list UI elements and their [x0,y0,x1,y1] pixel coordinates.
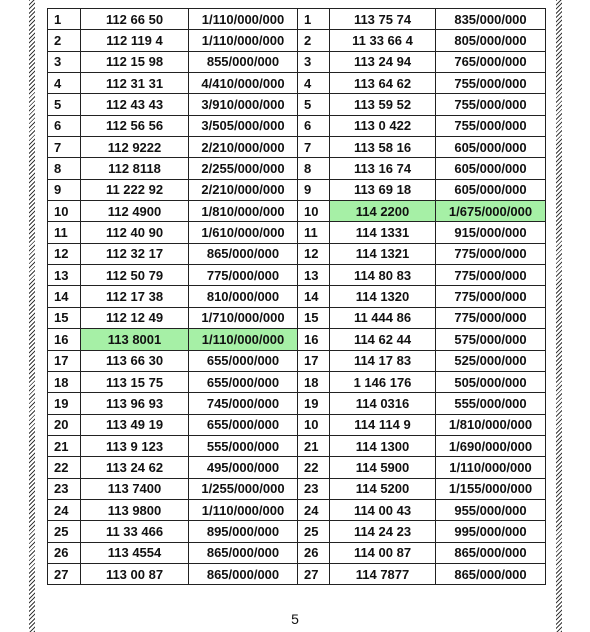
left-number-code: 113 49 19 [81,414,189,435]
table-row [48,243,546,264]
right-number-code: 11 33 66 4 [330,30,436,51]
right-number-code: 113 0 422 [330,115,436,136]
left-number-code: 11 33 466 [81,521,189,542]
table-row [48,265,546,286]
right-number-code: 114 1321 [330,243,436,264]
left-price: 655/000/000 [189,371,298,392]
left-row-number: 10 [48,201,81,222]
right-price: 1/690/000/000 [436,435,546,456]
left-number-code: 112 12 49 [81,307,189,328]
right-number-code: 114 7877 [330,563,436,584]
right-row-number: 7 [298,137,330,158]
right-row-number: 3 [298,51,330,72]
right-number-code: 114 5900 [330,457,436,478]
left-row-number: 9 [48,179,81,200]
left-number-code: 113 96 93 [81,393,189,414]
left-number-code: 11 222 92 [81,179,189,200]
page-border-right [556,0,562,632]
left-number-code: 113 66 30 [81,350,189,371]
right-price: 575/000/000 [436,329,546,350]
left-number-code: 113 8001 [81,329,189,350]
left-price: 810/000/000 [189,286,298,307]
right-price: 955/000/000 [436,499,546,520]
left-price: 1/110/000/000 [189,30,298,51]
table-row [48,115,546,136]
table-row [48,350,546,371]
left-number-code: 113 00 87 [81,563,189,584]
right-price: 605/000/000 [436,158,546,179]
right-number-code: 113 24 94 [330,51,436,72]
table-row [48,371,546,392]
right-row-number: 2 [298,30,330,51]
left-price: 555/000/000 [189,435,298,456]
left-row-number: 12 [48,243,81,264]
left-number-code: 113 9 123 [81,435,189,456]
page-number: 5 [291,611,299,627]
right-price: 755/000/000 [436,73,546,94]
right-number-code: 114 24 23 [330,521,436,542]
right-number-code: 114 0316 [330,393,436,414]
table-row [48,307,546,328]
right-number-code: 114 17 83 [330,350,436,371]
left-row-number: 2 [48,30,81,51]
right-number-code: 114 62 44 [330,329,436,350]
right-row-number: 18 [298,371,330,392]
left-row-number: 19 [48,393,81,414]
left-price: 865/000/000 [189,563,298,584]
right-number-code: 114 00 87 [330,542,436,563]
left-row-number: 16 [48,329,81,350]
left-number-code: 113 9800 [81,499,189,520]
left-row-number: 25 [48,521,81,542]
right-number-code: 113 16 74 [330,158,436,179]
right-price: 755/000/000 [436,94,546,115]
table-row [48,435,546,456]
left-price: 2/255/000/000 [189,158,298,179]
right-number-code: 114 5200 [330,478,436,499]
left-price: 865/000/000 [189,243,298,264]
left-number-code: 112 43 43 [81,94,189,115]
right-price: 775/000/000 [436,265,546,286]
right-number-code: 114 1331 [330,222,436,243]
left-price: 1/610/000/000 [189,222,298,243]
left-number-code: 112 4900 [81,201,189,222]
left-price: 855/000/000 [189,51,298,72]
right-number-code: 113 64 62 [330,73,436,94]
right-row-number: 12 [298,243,330,264]
right-number-code: 114 2200 [330,201,436,222]
right-row-number: 5 [298,94,330,115]
table-row [48,9,546,30]
right-row-number: 4 [298,73,330,94]
right-price: 805/000/000 [436,30,546,51]
left-price: 3/910/000/000 [189,94,298,115]
left-row-number: 23 [48,478,81,499]
right-number-code: 114 80 83 [330,265,436,286]
right-price: 915/000/000 [436,222,546,243]
right-row-number: 8 [298,158,330,179]
right-row-number: 15 [298,307,330,328]
left-row-number: 13 [48,265,81,286]
left-row-number: 6 [48,115,81,136]
right-price: 1/675/000/000 [436,201,546,222]
left-number-code: 112 56 56 [81,115,189,136]
left-price: 1/110/000/000 [189,499,298,520]
left-number-code: 112 9222 [81,137,189,158]
right-row-number: 26 [298,542,330,563]
table-row [48,542,546,563]
price-table [47,8,546,585]
left-number-code: 112 40 90 [81,222,189,243]
left-number-code: 112 32 17 [81,243,189,264]
left-price: 895/000/000 [189,521,298,542]
right-number-code: 1 146 176 [330,371,436,392]
table-row [48,51,546,72]
left-price: 1/110/000/000 [189,329,298,350]
right-price: 775/000/000 [436,243,546,264]
page-border-left [29,0,35,632]
right-price: 865/000/000 [436,563,546,584]
right-row-number: 24 [298,499,330,520]
table-row [48,94,546,115]
left-row-number: 7 [48,137,81,158]
left-row-number: 20 [48,414,81,435]
left-row-number: 5 [48,94,81,115]
left-number-code: 112 50 79 [81,265,189,286]
table-row [48,329,546,350]
right-row-number: 9 [298,179,330,200]
right-row-number: 1 [298,9,330,30]
right-price: 525/000/000 [436,350,546,371]
left-number-code: 113 24 62 [81,457,189,478]
left-number-code: 112 66 50 [81,9,189,30]
table-row [48,521,546,542]
price-table-container [47,8,545,585]
left-price: 1/110/000/000 [189,9,298,30]
right-row-number: 10 [298,414,330,435]
right-number-code: 113 59 52 [330,94,436,115]
right-row-number: 23 [298,478,330,499]
left-price: 2/210/000/000 [189,137,298,158]
left-row-number: 11 [48,222,81,243]
table-row [48,158,546,179]
left-price: 1/810/000/000 [189,201,298,222]
right-price: 1/155/000/000 [436,478,546,499]
left-price: 655/000/000 [189,414,298,435]
right-row-number: 10 [298,201,330,222]
table-row [48,478,546,499]
right-row-number: 14 [298,286,330,307]
left-row-number: 26 [48,542,81,563]
left-row-number: 21 [48,435,81,456]
right-price: 605/000/000 [436,179,546,200]
table-row [48,457,546,478]
left-price: 2/210/000/000 [189,179,298,200]
left-number-code: 113 4554 [81,542,189,563]
left-row-number: 4 [48,73,81,94]
left-row-number: 8 [48,158,81,179]
right-price: 505/000/000 [436,371,546,392]
left-row-number: 24 [48,499,81,520]
left-number-code: 112 17 38 [81,286,189,307]
table-row [48,222,546,243]
table-row [48,137,546,158]
right-row-number: 27 [298,563,330,584]
right-row-number: 22 [298,457,330,478]
right-number-code: 113 58 16 [330,137,436,158]
table-row [48,286,546,307]
right-row-number: 6 [298,115,330,136]
table-row [48,73,546,94]
right-price: 605/000/000 [436,137,546,158]
right-row-number: 16 [298,329,330,350]
right-row-number: 25 [298,521,330,542]
left-number-code: 112 119 4 [81,30,189,51]
price-table-body [48,9,546,585]
right-number-code: 113 69 18 [330,179,436,200]
right-row-number: 17 [298,350,330,371]
right-number-code: 113 75 74 [330,9,436,30]
right-number-code: 11 444 86 [330,307,436,328]
right-price: 755/000/000 [436,115,546,136]
right-price: 775/000/000 [436,286,546,307]
left-row-number: 18 [48,371,81,392]
table-row [48,499,546,520]
right-price: 995/000/000 [436,521,546,542]
right-number-code: 114 00 43 [330,499,436,520]
table-row [48,201,546,222]
left-price: 1/255/000/000 [189,478,298,499]
left-price: 865/000/000 [189,542,298,563]
table-row [48,563,546,584]
left-price: 775/000/000 [189,265,298,286]
table-row [48,179,546,200]
left-price: 495/000/000 [189,457,298,478]
left-price: 3/505/000/000 [189,115,298,136]
left-row-number: 1 [48,9,81,30]
left-number-code: 113 15 75 [81,371,189,392]
left-price: 745/000/000 [189,393,298,414]
table-row [48,414,546,435]
left-row-number: 15 [48,307,81,328]
left-price: 1/710/000/000 [189,307,298,328]
right-row-number: 13 [298,265,330,286]
right-price: 555/000/000 [436,393,546,414]
right-price: 765/000/000 [436,51,546,72]
left-price: 4/410/000/000 [189,73,298,94]
left-number-code: 112 8118 [81,158,189,179]
left-row-number: 27 [48,563,81,584]
right-number-code: 114 1320 [330,286,436,307]
left-number-code: 113 7400 [81,478,189,499]
right-number-code: 114 114 9 [330,414,436,435]
table-row [48,30,546,51]
right-price: 835/000/000 [436,9,546,30]
left-row-number: 22 [48,457,81,478]
right-row-number: 11 [298,222,330,243]
right-price: 775/000/000 [436,307,546,328]
right-number-code: 114 1300 [330,435,436,456]
right-price: 1/110/000/000 [436,457,546,478]
right-price: 1/810/000/000 [436,414,546,435]
right-row-number: 21 [298,435,330,456]
left-row-number: 17 [48,350,81,371]
table-row [48,393,546,414]
left-price: 655/000/000 [189,350,298,371]
left-row-number: 3 [48,51,81,72]
right-price: 865/000/000 [436,542,546,563]
left-number-code: 112 15 98 [81,51,189,72]
left-number-code: 112 31 31 [81,73,189,94]
left-row-number: 14 [48,286,81,307]
right-row-number: 19 [298,393,330,414]
